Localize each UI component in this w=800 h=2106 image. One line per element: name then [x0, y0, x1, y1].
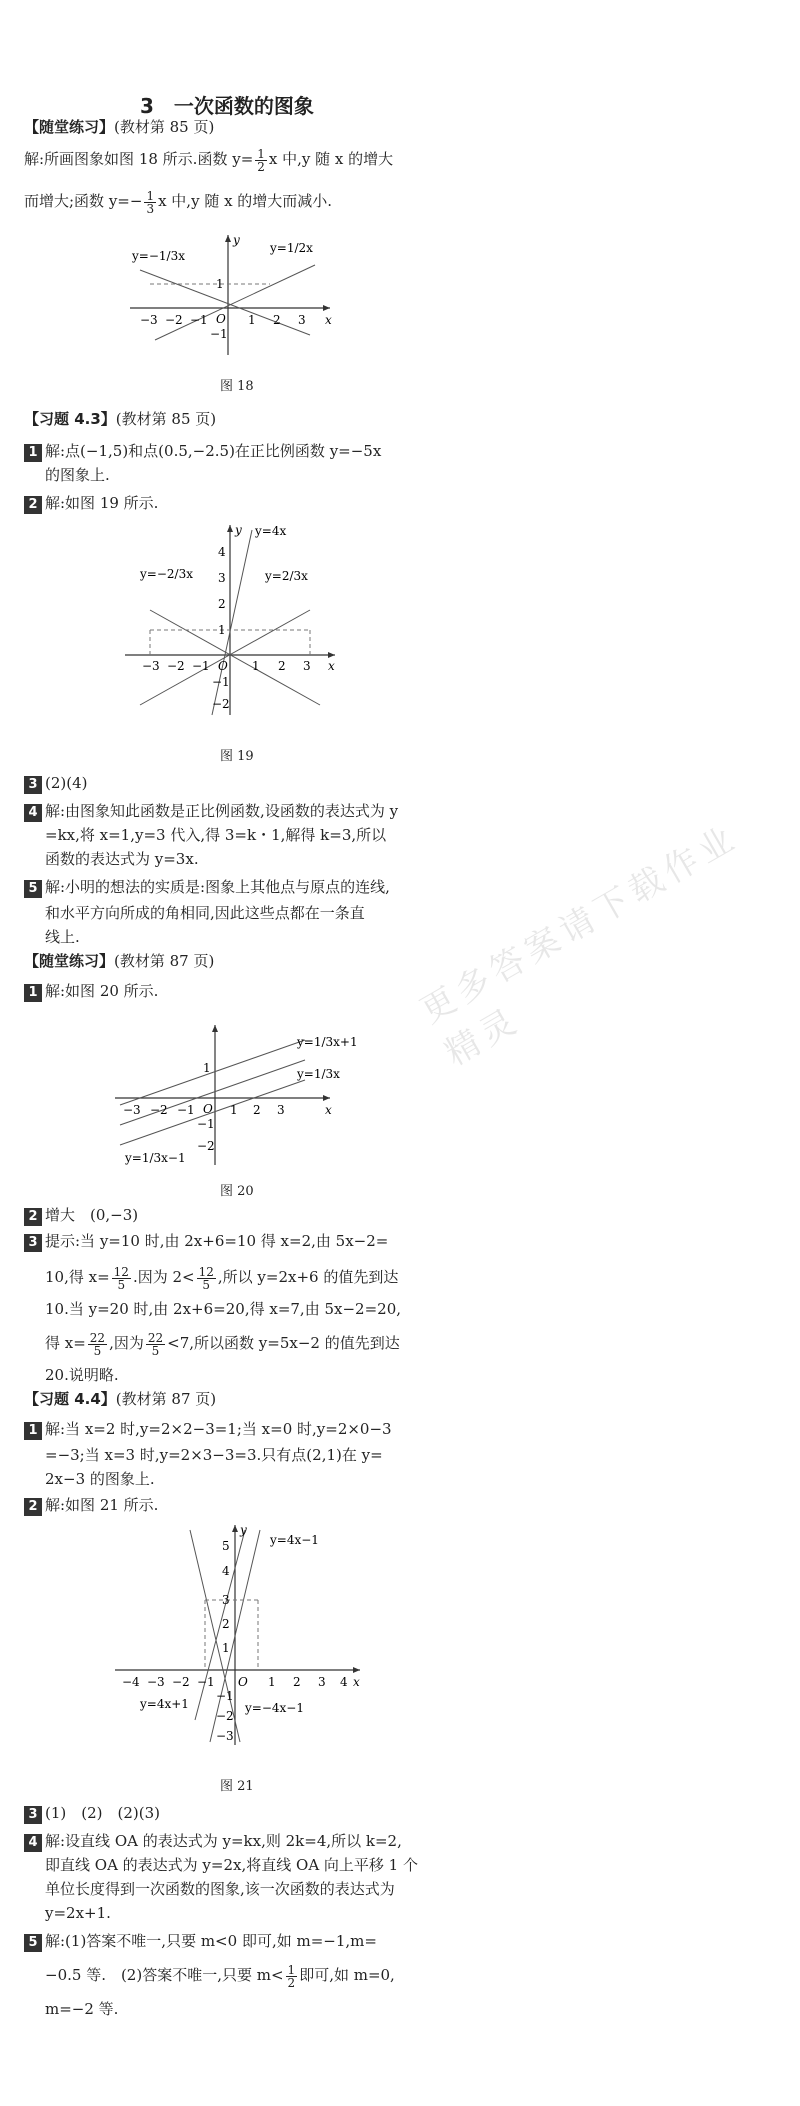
list-item: 2 解:如图 21 所示. — [24, 1492, 158, 1518]
svg-text:2: 2 — [293, 1675, 301, 1689]
svg-text:−2: −2 — [165, 313, 183, 327]
list-item: 4 解:设直线 OA 的表达式为 y=kx,则 2k=4,所以 k=2, — [24, 1828, 402, 1854]
svg-text:−1: −1 — [210, 327, 228, 341]
fraction: $\frac{22}{5}$ — [89, 1330, 106, 1358]
section-ref: (教材第 85 页) — [114, 118, 215, 136]
svg-text:O: O — [216, 312, 226, 326]
section-head-label: 【随堂练习】 — [24, 118, 115, 136]
text-line: 10.当 y=20 时,由 2x+6=20,得 x=7,由 5x−2=20, — [45, 1300, 402, 1318]
svg-text:−2: −2 — [212, 697, 230, 711]
fraction: $\frac{1}{2}$ — [287, 1962, 296, 1990]
svg-text:−3: −3 — [140, 313, 158, 327]
svg-text:−2: −2 — [197, 1139, 215, 1153]
svg-text:y=2/3x: y=2/3x — [265, 569, 308, 583]
svg-text:−2: −2 — [167, 659, 185, 673]
text-line: 10,得 x= $\frac{12}{5}$ .因为 2< $\frac{12}{5}$ ,所以 y=2x+6 的值先到达 — [45, 1264, 399, 1292]
svg-text:3: 3 — [303, 659, 311, 673]
svg-text:y=1/3x: y=1/3x — [297, 1067, 340, 1081]
svg-text:−3: −3 — [147, 1675, 165, 1689]
svg-text:2: 2 — [253, 1103, 261, 1117]
list-item: 3 提示:当 y=10 时,由 2x+6=10 得 x=2,由 5x−2= — [24, 1228, 388, 1254]
list-item: 3 (1) (2) (2)(3) — [24, 1800, 160, 1826]
svg-text:−4: −4 — [122, 1675, 140, 1689]
svg-text:y: y — [235, 523, 242, 537]
svg-text:4: 4 — [340, 1675, 348, 1689]
text-line: 和水平方向所成的角相同,因此这些点都在一条直 — [45, 904, 365, 922]
svg-text:3: 3 — [222, 1593, 230, 1607]
svg-text:4: 4 — [218, 545, 226, 559]
svg-text:3: 3 — [318, 1675, 326, 1689]
text-line: 而增大;函数 y=− $\frac{1}{3}$ x 中,y 随 x 的增大而减小. — [24, 188, 333, 216]
text-line: 线上. — [45, 928, 80, 946]
page-title: 3 一次函数的图象 — [140, 94, 314, 118]
svg-text:2: 2 — [222, 1617, 230, 1631]
figure-caption: 图 21 — [220, 1779, 254, 1794]
svg-text:y=1/3x−1: y=1/3x−1 — [125, 1151, 186, 1165]
svg-text:x: x — [328, 659, 335, 673]
fraction: $\frac{12}{5}$ — [198, 1264, 214, 1292]
fraction: $\frac{22}{5}$ — [147, 1330, 164, 1358]
svg-text:−1: −1 — [216, 1689, 234, 1703]
line-label: y=−1/3x — [132, 249, 185, 263]
text-line: =−3;当 x=3 时,y=2×3−3=3.只有点(2,1)在 y= — [45, 1446, 383, 1464]
section-header: 【习题 4.3】(教材第 85 页) — [24, 410, 217, 428]
svg-text:1: 1 — [252, 659, 260, 673]
svg-text:1: 1 — [216, 277, 224, 291]
list-item: 1 解:如图 20 所示. — [24, 978, 158, 1004]
svg-text:−1: −1 — [212, 675, 230, 689]
svg-text:−2: −2 — [172, 1675, 190, 1689]
list-item: 1 解:当 x=2 时,y=2×2−3=1;当 x=0 时,y=2×0−3 — [24, 1416, 392, 1442]
svg-text:−1: −1 — [192, 659, 210, 673]
svg-text:y=−4x−1: y=−4x−1 — [245, 1701, 304, 1715]
text-line: y=2x+1. — [45, 1904, 111, 1922]
text-line: 解:所画图象如图 18 所示.函数 y= $\frac{1}{2}$ x 中,y 随 x 的增大 — [24, 146, 394, 174]
list-item: 5 解:(1)答案不唯一,只要 m<0 即可,如 m=−1,m= — [24, 1928, 377, 1954]
section-header: 【随堂练习】(教材第 87 页) — [24, 952, 215, 970]
svg-text:y: y — [240, 1523, 247, 1537]
section-header: 【习题 4.4】(教材第 87 页) — [24, 1390, 217, 1408]
svg-text:x: x — [353, 1675, 360, 1689]
fraction: $\frac{1}{2}$ — [257, 146, 265, 174]
svg-text:1: 1 — [230, 1103, 238, 1117]
svg-text:1: 1 — [203, 1061, 211, 1075]
text-line: 即直线 OA 的表达式为 y=2x,将直线 OA 向上平移 1 个 — [45, 1856, 418, 1874]
svg-text:−2: −2 — [150, 1103, 168, 1117]
figure-caption: 图 19 — [220, 749, 254, 764]
svg-text:4: 4 — [222, 1564, 230, 1578]
svg-text:−3: −3 — [142, 659, 160, 673]
figure-21 — [110, 1520, 370, 1750]
svg-text:−1: −1 — [197, 1675, 215, 1689]
figure-19 — [120, 520, 340, 720]
list-item: 4 解:由图象知此函数是正比例函数,设函数的表达式为 y — [24, 798, 398, 824]
figure-20 — [105, 1020, 358, 1170]
svg-text:−1: −1 — [197, 1117, 215, 1131]
section-header — [24, 116, 214, 137]
svg-text:−1: −1 — [177, 1103, 195, 1117]
figure-caption: 图 18 — [220, 379, 254, 394]
text-line: 单位长度得到一次函数的图象,该一次函数的表达式为 — [45, 1880, 395, 1898]
text-line: 函数的表达式为 y=3x. — [45, 850, 199, 868]
svg-text:O: O — [203, 1102, 213, 1116]
svg-text:2: 2 — [278, 659, 286, 673]
svg-text:y: y — [233, 233, 240, 247]
list-item: 2 解:如图 19 所示. — [24, 490, 158, 516]
svg-text:y=−2/3x: y=−2/3x — [140, 567, 193, 581]
svg-text:5: 5 — [222, 1539, 230, 1553]
svg-text:x: x — [325, 1103, 332, 1117]
fraction: $\frac{12}{5}$ — [113, 1264, 129, 1292]
text-line: 20.说明略. — [45, 1366, 119, 1384]
svg-text:−2: −2 — [216, 1709, 234, 1723]
svg-text:2: 2 — [218, 597, 226, 611]
figure-18 — [120, 230, 340, 360]
svg-text:y=4x−1: y=4x−1 — [270, 1533, 319, 1547]
svg-text:−3: −3 — [123, 1103, 141, 1117]
svg-text:y=1/3x+1: y=1/3x+1 — [297, 1035, 358, 1049]
svg-text:3: 3 — [218, 571, 226, 585]
text-line: m=−2 等. — [45, 2000, 119, 2018]
text-line: 得 x= $\frac{22}{5}$ ,因为 $\frac{22}{5}$ <7,所以函数 y=5x−2 的值先到达 — [45, 1330, 400, 1358]
list-item: 3 (2)(4) — [24, 770, 88, 796]
svg-text:−1: −1 — [190, 313, 208, 327]
svg-text:1: 1 — [222, 1641, 230, 1655]
svg-text:3: 3 — [298, 313, 306, 327]
svg-text:1: 1 — [268, 1675, 276, 1689]
svg-text:x: x — [325, 313, 332, 327]
svg-text:1: 1 — [218, 623, 226, 637]
text-line: −0.5 等. (2)答案不唯一,只要 m< $\frac{1}{2}$ 即可,如 m=0, — [45, 1962, 395, 1990]
svg-text:y=4x: y=4x — [255, 524, 287, 538]
svg-text:2: 2 — [273, 313, 281, 327]
text-line: =kx,将 x=1,y=3 代入,得 3=k・1,解得 k=3,所以 — [45, 826, 387, 844]
svg-text:−3: −3 — [216, 1729, 234, 1743]
figure-caption: 图 20 — [220, 1184, 254, 1199]
line-label: y=1/2x — [270, 241, 313, 255]
text-line: 的图象上. — [45, 466, 110, 484]
svg-text:3: 3 — [277, 1103, 285, 1117]
list-item: 2 增大 (0,−3) — [24, 1202, 138, 1228]
fraction: $\frac{1}{3}$ — [146, 188, 155, 216]
svg-text:1: 1 — [248, 313, 256, 327]
svg-text:O: O — [218, 659, 228, 673]
svg-text:y=4x+1: y=4x+1 — [140, 1697, 189, 1711]
list-item: 5 解:小明的想法的实质是:图象上其他点与原点的连线, — [24, 874, 390, 900]
svg-text:O: O — [238, 1675, 248, 1689]
watermark: 更多答案请下载作业精灵 — [414, 816, 746, 1075]
list-item: 1 解:点(−1,5)和点(0.5,−2.5)在正比例函数 y=−5x — [24, 438, 381, 464]
text-line: 2x−3 的图象上. — [45, 1470, 155, 1488]
